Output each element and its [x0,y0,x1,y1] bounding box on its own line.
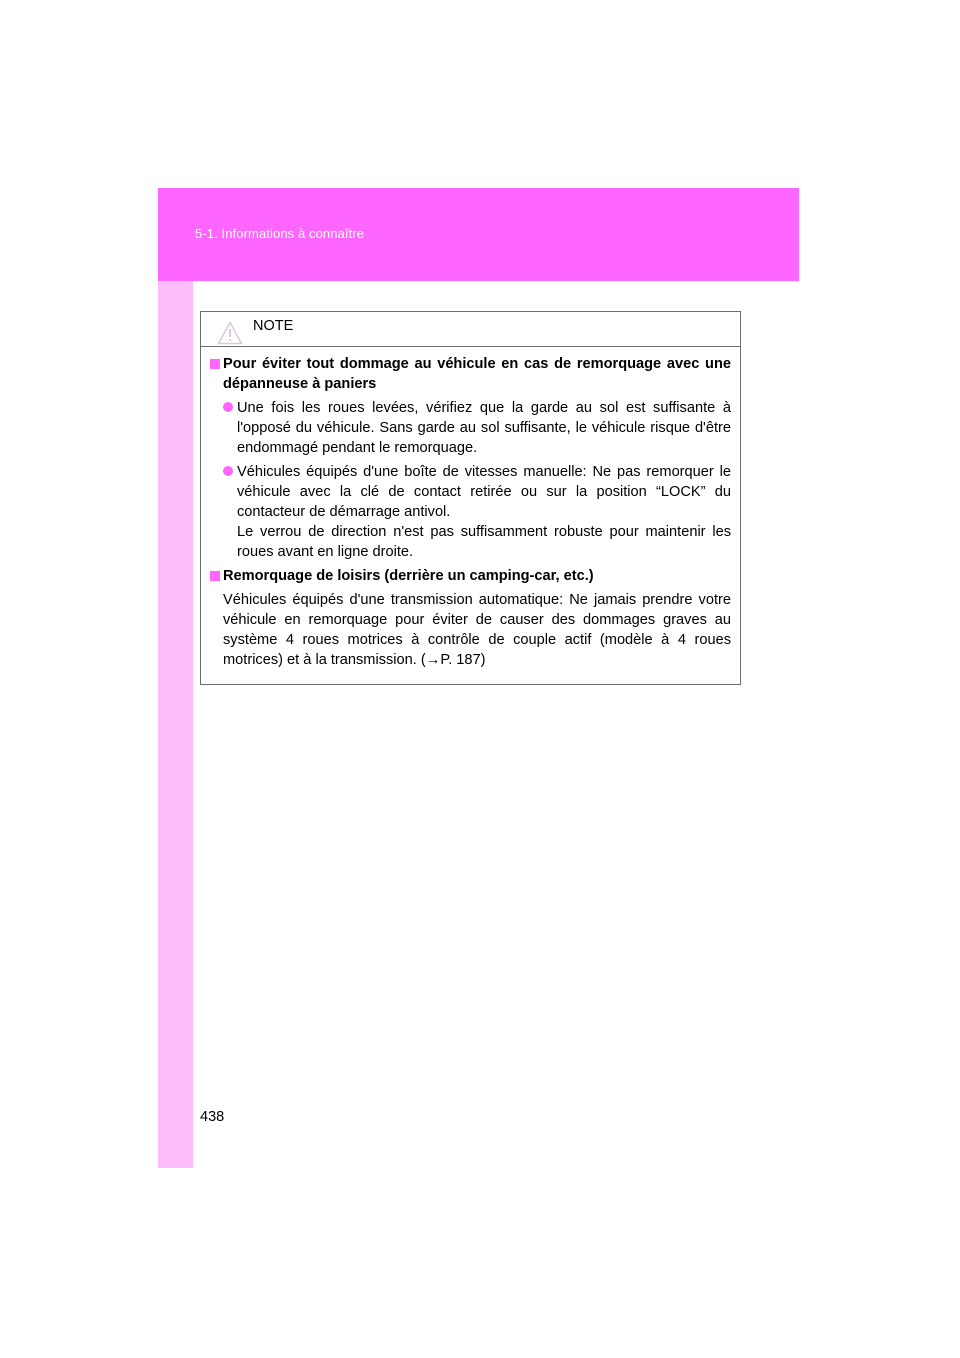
dot-bullet-icon [223,398,237,458]
note-body [210,354,731,674]
square-bullet-icon [210,354,223,394]
note-label: NOTE [253,318,294,334]
square-bullet-icon [210,566,223,586]
section-heading: Pour éviter tout dommage au véhicule en cas de remorquage avec une dépanneuse à paniers [210,354,731,394]
side-strip [158,188,193,1168]
section-heading: Remorquage de loisirs (derrière un camping-car, etc.) [210,566,731,586]
section-title: 5-1. Informations à connaître [195,226,365,241]
bullet-text: Véhicules équipés d'une boîte de vitesses manuelle: Ne pas remorquer le véhicule avec la clé de contact retirée ou sur la position “LOCK” du contacteur de démarrage antivol. [237,464,731,520]
list-item [223,462,731,562]
warning-triangle-icon [217,321,243,345]
bullet-text: Le verrou de direction n'est pas suffisamment robuste pour maintenir les roues avant en ligne droite. [237,524,731,560]
section-paragraph: Véhicules équipés d'une transmission automatique: Ne jamais prendre votre véhicule en remorquage pour éviter de causer des dommages graves au système 4 roues motrices à contrôle de couple actif (modèle à 4 roues motrices) et à la transmission. (→P. 187) [223,592,731,668]
list-item [223,398,731,458]
note-divider [201,346,740,347]
note-header [217,312,293,346]
page-number: 438 [200,1109,225,1125]
dot-bullet-icon [223,462,237,562]
bullet-text: Une fois les roues levées, vérifiez que la garde au sol est suffisante à l'opposé du véhicule. Sans garde au sol suffisante, le véhicule risque d'être endommagé pendant le remorquage. [237,400,731,456]
note-box [200,311,741,685]
